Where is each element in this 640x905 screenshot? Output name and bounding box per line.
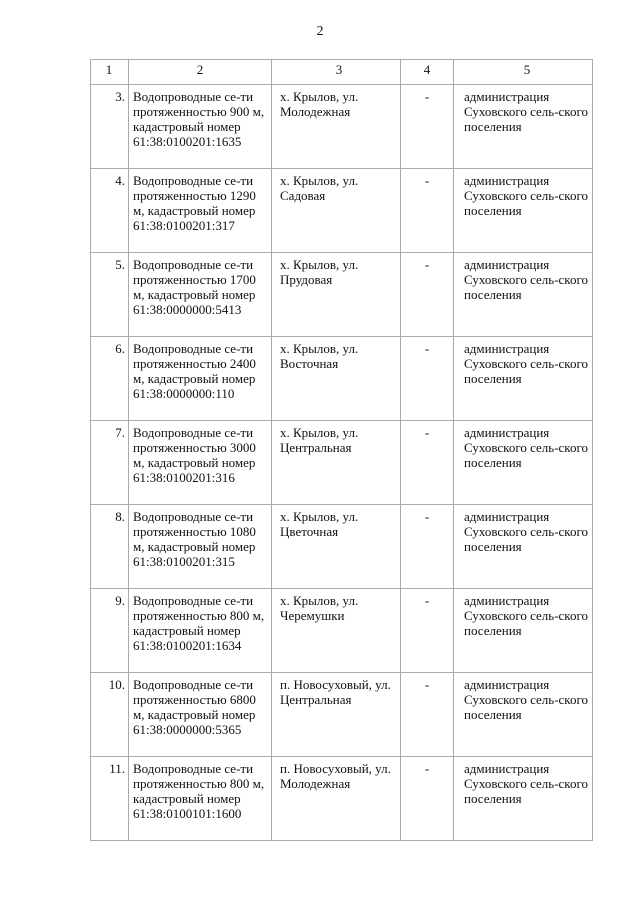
row-number: 7. (91, 421, 129, 505)
col-4-value: - (401, 505, 454, 589)
table-row (91, 673, 593, 757)
table-header-row (91, 60, 593, 85)
owner: администрация Суховского сель-ского поселения (454, 85, 593, 169)
object-description: Водопроводные се-ти протяженностью 1700 м, кадастровый номер 61:38:0000000:5413 (129, 253, 272, 337)
owner: администрация Суховского сель-ского поселения (454, 421, 593, 505)
header-col-4: 4 (401, 60, 454, 85)
object-description: Водопроводные се-ти протяженностью 800 м, кадастровый номер 61:38:0100101:1600 (129, 757, 272, 841)
table-row (91, 85, 593, 169)
owner: администрация Суховского сель-ского поселения (454, 337, 593, 421)
header-col-1: 1 (91, 60, 129, 85)
row-number: 9. (91, 589, 129, 673)
table-row (91, 757, 593, 841)
object-description: Водопроводные се-ти протяженностью 6800 м, кадастровый номер 61:38:0000000:5365 (129, 673, 272, 757)
row-number: 5. (91, 253, 129, 337)
col-4-value: - (401, 421, 454, 505)
row-number: 3. (91, 85, 129, 169)
header-col-3: 3 (272, 60, 401, 85)
table-row (91, 337, 593, 421)
object-description: Водопроводные се-ти протяженностью 1290 м, кадастровый номер 61:38:0100201:317 (129, 169, 272, 253)
object-description: Водопроводные се-ти протяженностью 1080 м, кадастровый номер 61:38:0100201:315 (129, 505, 272, 589)
object-address: п. Новосуховый, ул. Центральная (272, 673, 401, 757)
object-address: х. Крылов, ул. Цветочная (272, 505, 401, 589)
owner: администрация Суховского сель-ского поселения (454, 253, 593, 337)
owner: администрация Суховского сель-ского поселения (454, 505, 593, 589)
row-number: 6. (91, 337, 129, 421)
owner: администрация Суховского сель-ского поселения (454, 673, 593, 757)
table-row (91, 505, 593, 589)
object-address: х. Крылов, ул. Молодежная (272, 85, 401, 169)
header-col-5: 5 (454, 60, 593, 85)
table-row (91, 253, 593, 337)
object-address: х. Крылов, ул. Прудовая (272, 253, 401, 337)
col-4-value: - (401, 253, 454, 337)
object-address: х. Крылов, ул. Центральная (272, 421, 401, 505)
object-address: п. Новосуховый, ул. Молодежная (272, 757, 401, 841)
table-row (91, 589, 593, 673)
object-description: Водопроводные се-ти протяженностью 3000 м, кадастровый номер 61:38:0100201:316 (129, 421, 272, 505)
object-address: х. Крылов, ул. Садовая (272, 169, 401, 253)
row-number: 10. (91, 673, 129, 757)
object-description: Водопроводные се-ти протяженностью 900 м, кадастровый номер 61:38:0100201:1635 (129, 85, 272, 169)
col-4-value: - (401, 589, 454, 673)
col-4-value: - (401, 337, 454, 421)
property-table (90, 59, 593, 841)
table-row (91, 169, 593, 253)
owner: администрация Суховского сель-ского поселения (454, 169, 593, 253)
col-4-value: - (401, 169, 454, 253)
header-col-2: 2 (129, 60, 272, 85)
object-address: х. Крылов, ул. Черемушки (272, 589, 401, 673)
table-row (91, 421, 593, 505)
row-number: 4. (91, 169, 129, 253)
col-4-value: - (401, 85, 454, 169)
object-address: х. Крылов, ул. Восточная (272, 337, 401, 421)
col-4-value: - (401, 673, 454, 757)
row-number: 8. (91, 505, 129, 589)
row-number: 11. (91, 757, 129, 841)
object-description: Водопроводные се-ти протяженностью 800 м, кадастровый номер 61:38:0100201:1634 (129, 589, 272, 673)
owner: администрация Суховского сель-ского поселения (454, 757, 593, 841)
page-number: 2 (316, 24, 324, 39)
owner: администрация Суховского сель-ского поселения (454, 589, 593, 673)
object-description: Водопроводные се-ти протяженностью 2400 м, кадастровый номер 61:38:0000000:110 (129, 337, 272, 421)
col-4-value: - (401, 757, 454, 841)
